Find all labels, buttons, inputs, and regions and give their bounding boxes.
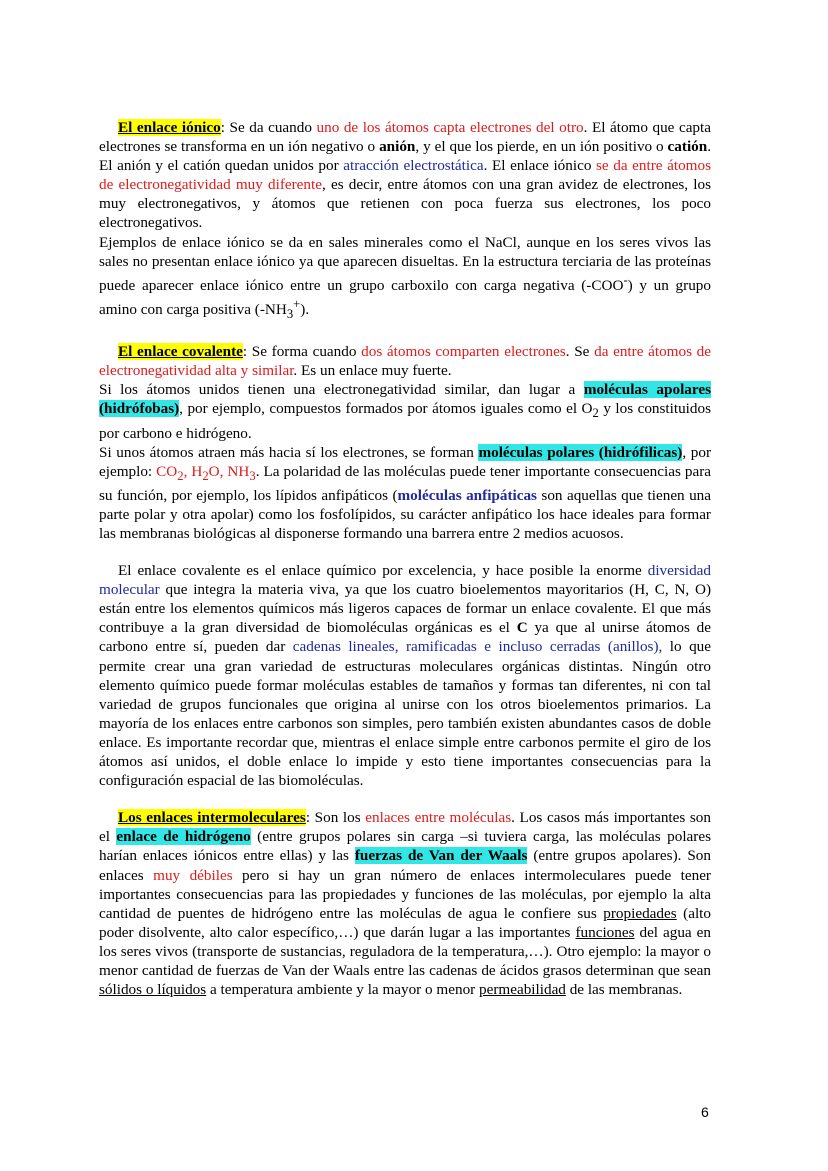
- paragraph-ionic-bond: El enlace iónico: Se da cuando uno de los átomos capta electrones del otro. El átomo que capta electrones se transforma en un ión negativo o anión, y el que los pierde, en un ión positivo o catión. El anión y el catión quedan unidos por atracción electrostática. El enlace iónico se da entre átomos de electronegatividad muy diferente, es decir, entre átomos con una gran avidez de electrones, los muy electronegativos, y átomos que retienen con poca fuerza sus electrones, los poco electronegativos. Ejemplos de enlace iónico se da en sales minerales como el NaCl, aunque en los seres vivos las sales no presentan enlace iónico ya que aparecen disueltas. En la estructura terciaria de las proteínas puede aparecer enlace iónico entre un grupo carboxilo con carga negativa (-COO-) y un grupo amino con carga positiva $(-NH_3^+)$.: [99, 119, 711, 321]
- highlight-van-der-waals: fuerzas de Van der Waals: [354, 847, 528, 865]
- highlight-apolar-molecules: moléculas apolares (hidrófobas): [99, 381, 712, 418]
- red-highlight: enlaces entre moléculas: [365, 809, 512, 827]
- document-page: [99, 118, 711, 999]
- formula-examples: $CO_2$, $H_2O$, $NH_3$: [156, 462, 256, 483]
- paragraph-covalent-diversity: El enlace covalente es el enlace químico por excelencia, y hace posible la enorme diversidad molecular que integra la materia viva, ya que los cuatro bioelementos mayoritarios (H, C, N, O) están entre los elementos químicos más ligeros capaces de formar un enlace covalente. El que más contribuye a la gran diversidad de biomoléculas orgánicas es el C ya que al unirse átomos de carbono entre sí, pueden dar cadenas lineales, ramificadas e incluso cerradas (anillos), lo que permite crear una gran variedad de estructuras moleculares orgánicas distintas. Ningún otro elemento químico puede formar moléculas estables de tamaños y formas tan diferentes, ni con tal variedad de grupos funcionales que origina al unirse con los otros bioelementos primarios. La mayoría de los enlaces entre carbonos son simples, pero también existen abundantes casos de doble enlace. Es importante recordar que, mientras el enlace simple entre carbonos permite el giro de los átomos así unidos, el doble enlace lo impide y esto tiene importantes consecuencias para la configuración espacial de las biomoléculas.: [99, 562, 711, 790]
- term-anion: anión: [379, 138, 416, 156]
- heading-ionic-bond: El enlace iónico: [118, 119, 221, 136]
- highlight-polar-molecules: moléculas polares (hidrófilicas): [478, 443, 683, 461]
- blue-highlight: cadenas lineales, ramificadas e incluso cerradas (anillos),: [292, 638, 663, 656]
- page-number: 6: [701, 1104, 709, 1120]
- underlined-term: propiedades: [603, 904, 677, 922]
- underlined-term: funciones: [575, 923, 635, 941]
- blue-highlight: diversidad molecular: [99, 562, 711, 599]
- red-highlight: se da entre átomos de electronegatividad muy diferente: [99, 157, 711, 194]
- term-carbon: C: [516, 619, 528, 637]
- term-amphipathic: moléculas anfipáticas: [397, 486, 537, 504]
- heading-covalent-bond: El enlace covalente: [118, 343, 243, 361]
- red-highlight: da entre átomos de electronegatividad alta y similar: [99, 343, 711, 380]
- underlined-term: sólidos o líquidos: [99, 981, 207, 999]
- red-highlight: uno de los átomos capta electrones del otro: [316, 119, 584, 136]
- red-highlight: muy débiles: [153, 866, 233, 884]
- paragraph-intermolecular-bonds: Los enlaces intermoleculares: Son los enlaces entre moléculas. Los casos más importantes son el enlace de hidrógeno (entre grupos polares sin carga –si tuviera carga, las moléculas polares harían enlaces iónicos entre ellas) y las fuerzas de Van der Waals (entre grupos apolares). Son enlaces muy débiles pero si hay un gran número de enlaces intermoleculares puede tener importantes consecuencias para las propiedades y funciones de las moléculas, por ejemplo la alta cantidad de puentes de hidrógeno entre las moléculas de agua le confiere sus propiedades (alto poder disolvente, alto calor específico,…) que darán lugar a las importantes funciones del agua en los seres vivos (transporte de sustancias, reguladora de la temperatura,…). Otro ejemplo: la mayor o menor cantidad de fuerzas de Van der Waals entre las cadenas de ácidos grasos determinan que sean sólidos o líquidos a temperatura ambiente y la mayor o menor permeabilidad de las membranas.: [99, 809, 711, 999]
- red-highlight: dos átomos comparten electrones: [361, 343, 566, 361]
- underlined-term: permeabilidad: [479, 981, 566, 999]
- paragraph-covalent-bond: El enlace covalente: Se forma cuando dos átomos comparten electrones. Se da entre átomos de electronegatividad alta y similar. Es un enlace muy fuerte. Si los átomos unidos tienen una electronegatividad similar, dan lugar a moléculas apolares (hidrófobas), por ejemplo, compuestos formados por átomos iguales como el $O_2$ y los constituidos por carbono e hidrógeno. Si unos átomos atraen más hacia sí los electrones, se forman moléculas polares (hidrófilicas), por ejemplo: $CO_2$, $H_2O$, $NH_3$. La polaridad de las moléculas puede tener importante consecuencias para su función, por ejemplo, los lípidos anfipáticos (moléculas anfipáticas son aquellas que tienen una parte polar y otra apolar) como los fosfolípidos, su carácter anfipático los hace ideales para formar las membranas biológicas al disponerse formando una barrera entre 2 medios acuosos.: [99, 343, 712, 542]
- blue-highlight: atracción electrostática: [343, 157, 484, 175]
- heading-intermolecular-bonds: Los enlaces intermoleculares: [118, 809, 306, 827]
- highlight-hydrogen-bond: enlace de hidrógeno: [116, 828, 251, 846]
- term-cation: catión: [667, 138, 708, 156]
